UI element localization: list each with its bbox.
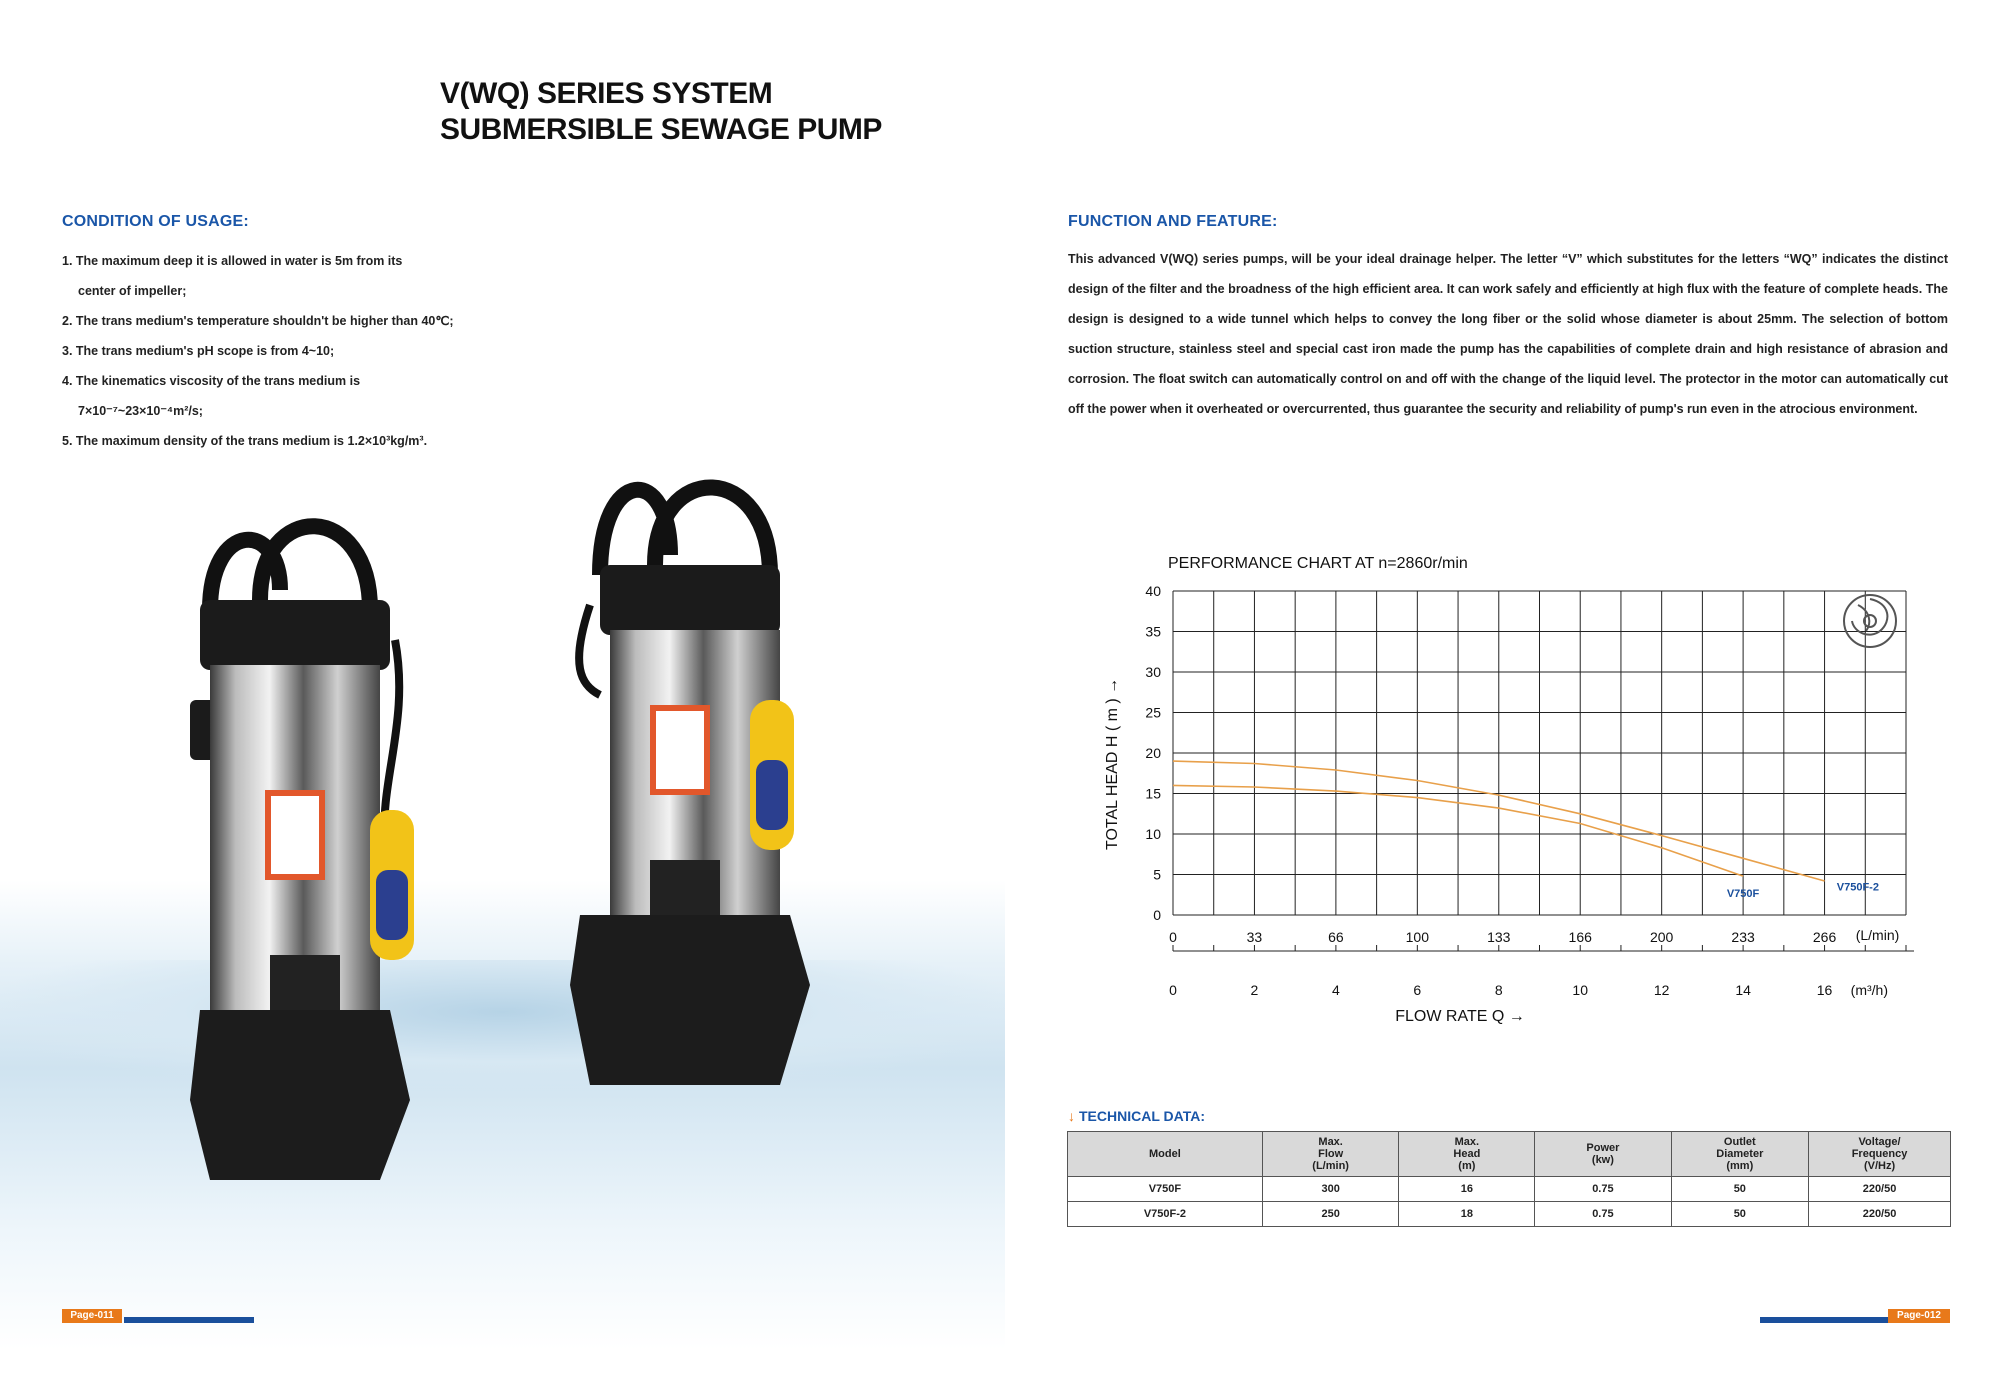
usage-item-text: 1. The maximum deep it is allowed in water is 5m from its xyxy=(62,254,403,268)
x-tick-label-m3h: 0 xyxy=(1169,982,1177,998)
usage-item xyxy=(62,276,502,306)
chart-grid xyxy=(1173,591,1914,951)
footer-right xyxy=(1888,1309,1950,1323)
col-header-text: Outlet Diameter (mm) xyxy=(1716,1136,1764,1172)
tech-heading-text: TECHNICAL DATA: xyxy=(1079,1108,1205,1124)
usage-item xyxy=(62,396,502,426)
water-background xyxy=(0,880,1005,1350)
series-label: V750F-2 xyxy=(1836,881,1879,894)
col-header xyxy=(1809,1132,1951,1177)
usage-item xyxy=(62,246,502,276)
usage-list xyxy=(62,246,502,456)
col-header xyxy=(1535,1132,1671,1177)
col-header xyxy=(1262,1132,1399,1177)
x-tick-label-m3h: 12 xyxy=(1653,982,1670,998)
y-tick-label: 40 xyxy=(1145,583,1161,599)
col-header-text: Voltage/ Frequency (V/Hz) xyxy=(1851,1136,1908,1172)
chart-series xyxy=(1173,761,1879,900)
x-tick-label-m3h: 10 xyxy=(1572,982,1589,998)
x-tick-label-m3h: 8 xyxy=(1494,982,1503,998)
usage-item-text: center of impeller; xyxy=(78,284,187,298)
table-cell: V750F-2 xyxy=(1068,1202,1263,1227)
table-row xyxy=(1068,1202,1951,1227)
col-header-text: Model xyxy=(1149,1148,1181,1160)
usage-item xyxy=(62,336,502,366)
x-axis-label: FLOW RATE Q → xyxy=(1395,1008,1525,1025)
tech-table xyxy=(1067,1131,1951,1227)
x-axis-ticks-lmin xyxy=(1169,927,1899,945)
usage-item-text: 2. The trans medium's temperature shouldn't be higher than 40℃; xyxy=(62,314,454,328)
footer-bar-right xyxy=(1760,1317,1890,1323)
usage-item xyxy=(62,366,502,396)
y-tick-label: 15 xyxy=(1145,785,1161,802)
axis-labels xyxy=(1104,678,1525,1025)
y-tick-label: 20 xyxy=(1145,745,1161,761)
table-cell: 0.75 xyxy=(1535,1177,1671,1202)
x-tick-label-lmin: 0 xyxy=(1169,929,1177,945)
y-tick-label: 10 xyxy=(1145,826,1161,842)
x-tick-label-m3h: 6 xyxy=(1413,982,1422,998)
y-tick-label: 0 xyxy=(1153,907,1161,923)
title-line-1: V(WQ) SERIES SYSTEM xyxy=(440,77,773,110)
tech-table-header-row xyxy=(1068,1132,1951,1177)
x-tick-label-lmin: 200 xyxy=(1649,929,1674,945)
page-title xyxy=(440,76,882,148)
footer-bar-left xyxy=(124,1317,254,1323)
x-tick-label-lmin: 166 xyxy=(1568,929,1592,945)
chart-title: PERFORMANCE CHART AT n=2860r/min xyxy=(1168,555,1468,572)
table-cell: 18 xyxy=(1399,1202,1535,1227)
x-tick-label-m3h: 16 xyxy=(1816,982,1833,998)
down-arrow-icon: ↓ xyxy=(1068,1108,1075,1124)
x-tick-label-m3h: 2 xyxy=(1250,982,1259,998)
page-number-left: Page-011 xyxy=(62,1309,122,1323)
table-cell: 220/50 xyxy=(1809,1177,1951,1202)
x-tick-label-lmin: 33 xyxy=(1246,929,1263,945)
x-tick-label-lmin: 133 xyxy=(1487,929,1511,945)
condition-heading: CONDITION OF USAGE: xyxy=(62,213,249,230)
x-axis-ticks-m3h xyxy=(1169,982,1888,998)
function-text: This advanced V(WQ) series pumps, will be your ideal drainage helper. The letter “V” which substitutes for the letters “WQ” indicates the distinct design of the filter and the broadness of the high efficient area. It can work safely and efficiently at high flux with the feature of complete heads. The design is designed to a wide tunnel which helps to convey the long fiber or the solid whose diameter is about 25mm. The selection of bottom suction structure, stainless steel and special cast iron made the pump has the capabilities of complete drain and high resistance of abrasion and corrosion. The float switch can automatically control on and off with the change of the liquid level. The protector in the motor can automatically cut off the power when it overheated or overcurrented, thus guarantee the security and reliability of pump's run even in the atrocious environment. xyxy=(1068,252,1948,416)
table-cell: 0.75 xyxy=(1535,1202,1671,1227)
series-label: V750F xyxy=(1726,888,1760,901)
col-header xyxy=(1068,1132,1263,1177)
x-tick-label-m3h: 4 xyxy=(1331,982,1340,998)
usage-item-text: 5. The maximum density of the trans medium is 1.2×10³kg/m³. xyxy=(62,434,428,448)
col-header-text: Power (kw) xyxy=(1586,1142,1620,1166)
y-tick-label: 25 xyxy=(1145,704,1161,721)
usage-item xyxy=(62,306,502,336)
x-tick-label-lmin: 100 xyxy=(1405,929,1430,945)
impeller-icon xyxy=(1844,595,1896,647)
performance-chart xyxy=(1080,545,1960,1025)
col-header xyxy=(1671,1132,1809,1177)
table-cell: 50 xyxy=(1671,1177,1809,1202)
page-number-right: Page-012 xyxy=(1888,1309,1950,1323)
y-tick-label: 30 xyxy=(1145,664,1161,680)
table-cell: 220/50 xyxy=(1809,1202,1951,1227)
x-tick-label-lmin: 266 xyxy=(1812,929,1837,945)
y-tick-label: 35 xyxy=(1145,623,1161,640)
water-splash xyxy=(0,960,1005,1090)
y-axis-ticks xyxy=(1145,583,1161,923)
x-unit-m3h: (m³/h) xyxy=(1850,982,1889,998)
pump-image-left xyxy=(170,460,450,1240)
col-header xyxy=(1399,1132,1535,1177)
table-cell: 16 xyxy=(1399,1177,1535,1202)
title-line-2: SUBMERSIBLE SEWAGE PUMP xyxy=(440,113,882,146)
usage-item-text: 3. The trans medium's pH scope is from 4~10; xyxy=(62,344,335,358)
y-axis-label: TOTAL HEAD H ( m ) → xyxy=(1104,677,1121,850)
x-tick-label-lmin: 233 xyxy=(1731,929,1755,945)
tech-heading xyxy=(1068,1108,1205,1124)
col-header-text: Max. Head (m) xyxy=(1453,1136,1481,1172)
col-header-text: Max. Flow (L/min) xyxy=(1312,1136,1349,1172)
y-tick-label: 5 xyxy=(1153,866,1161,883)
usage-item xyxy=(62,426,502,456)
x-tick-label-m3h: 14 xyxy=(1735,982,1751,998)
usage-item-text: 4. The kinematics viscosity of the trans medium is xyxy=(62,374,361,388)
function-heading: FUNCTION AND FEATURE: xyxy=(1068,213,1278,230)
pump-image-right xyxy=(560,465,830,1095)
x-unit-lmin: (L/min) xyxy=(1855,927,1900,943)
table-cell: 50 xyxy=(1671,1202,1809,1227)
usage-item-text: 7×10⁻⁷~23×10⁻⁴m²/s; xyxy=(78,404,203,418)
table-row xyxy=(1068,1177,1951,1202)
table-cell: 300 xyxy=(1262,1177,1399,1202)
table-cell: 250 xyxy=(1262,1202,1399,1227)
x-tick-label-lmin: 66 xyxy=(1328,929,1344,945)
table-cell: V750F xyxy=(1068,1177,1263,1202)
footer-left xyxy=(62,1309,122,1323)
